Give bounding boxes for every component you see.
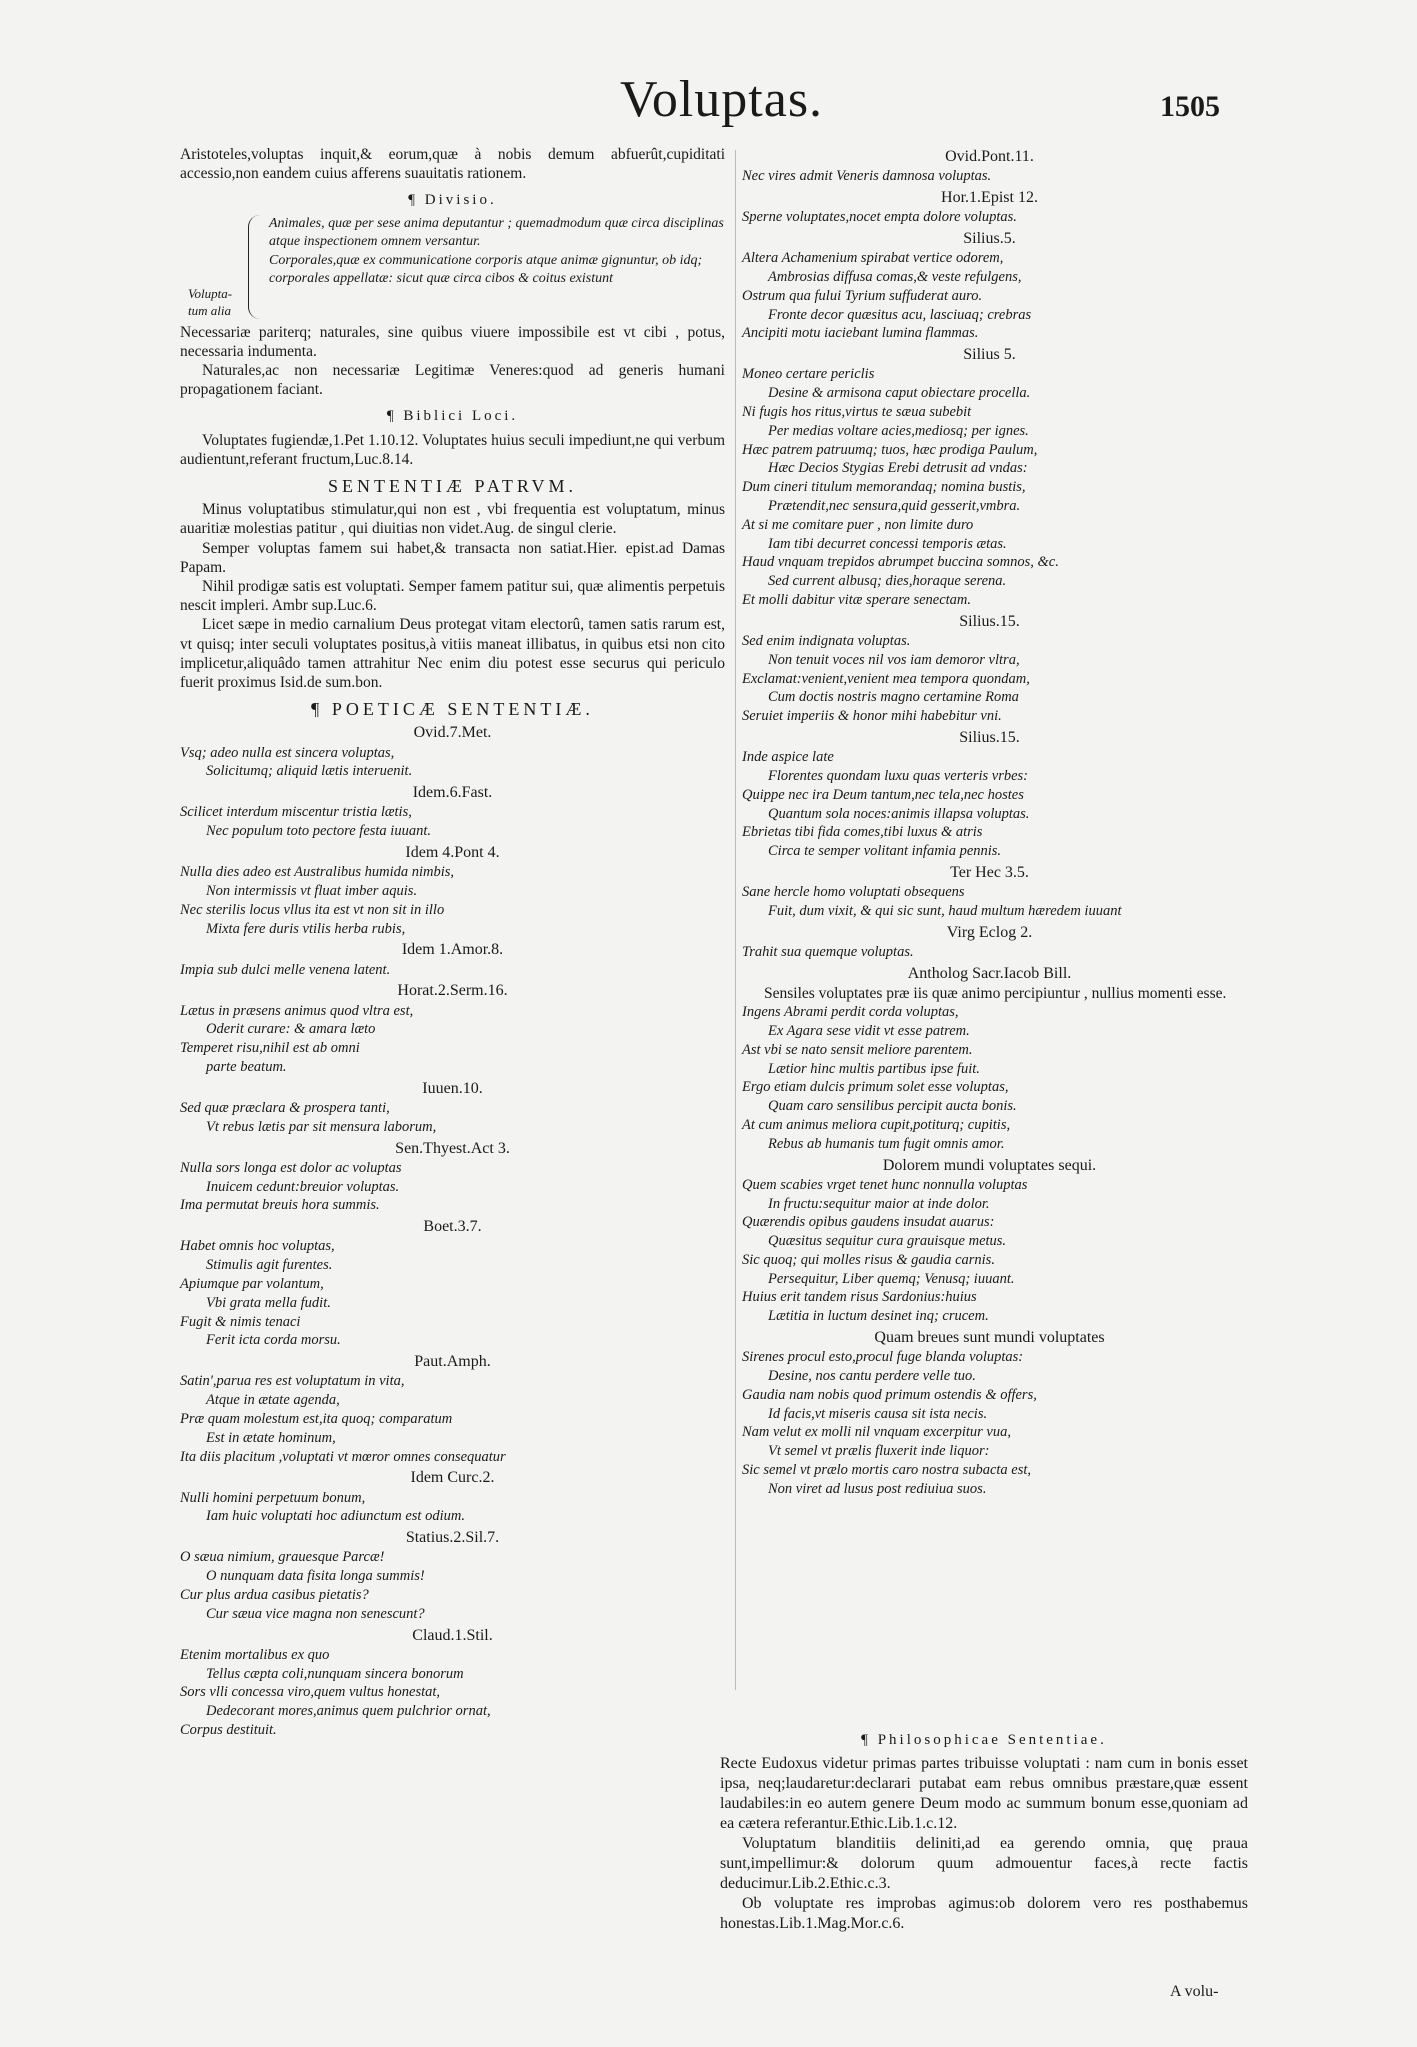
quote-source: Idem Curc.2. [410,1469,495,1487]
divisio-items [269,215,725,319]
verse-line: Dedecorant mores,animus quem pulchrior ornat, [206,1703,491,1720]
quote-source: Silius.15. [959,728,1020,746]
verse-line: Atque in ætate agenda, [206,1392,340,1409]
verse-line: At si me comitare puer , non limite duro [742,516,974,533]
verse-line: Habet omnis hoc voluptas, [180,1238,335,1255]
paragraph: Naturales,ac non necessariæ Legitimæ Veneres:quod ad generis humani propagationem faciant. [180,362,725,399]
verse-line: Hæc patrem patruumq; tuos, hæc prodiga Paulum, [742,441,1038,458]
verse-line: Ebrietas tibi fida comes,tibi luxus & atris [742,824,983,841]
verse-line: Ambrosias diffusa comas,& veste refulgens, [768,269,1022,285]
verse-line: Ingens Abrami perdit corda voluptas, [742,1004,959,1021]
verse-line: Florentes quondam luxu quas verteris vrbes: [768,767,1029,784]
verse-line: Altera Achamenium spirabat vertice odorem, [742,250,1004,267]
divisio-item: Corporales,quæ ex communicatione corporis atque animæ gignuntur, ob idq; corporales appellatæ: sicut quæ circa cibos & coitus existunt [269,252,703,287]
quote-source: Iuuen.10. [422,1079,483,1097]
verse-line: Ostrum qua fului Tyrium suffuderat auro. [742,287,983,304]
divisio-label: Volupta-tum alia [188,285,233,318]
verse-line: Sed quæ præclara & prospera tanti, [180,1100,390,1117]
verse-line: Sed enim indignata voluptas. [742,632,911,649]
bottom-section [720,1722,1248,1934]
quote-source: Virg Eclog 2. [946,923,1033,941]
verse-line: Nulla dies adeo est Australibus humida nimbis, [180,864,455,881]
verse-line: Desine, nos cantu perdere velle tuo. [768,1368,976,1385]
anthol-text: Sensiles voluptates præ iis quæ animo percipiuntur , nullius momenti esse. [764,984,1227,1002]
verse-line: Sed current albusq; dies,horaque serena. [768,573,1007,590]
verse-line: Fuit, dum vixit, & qui sic sunt, haud multum hæredem iuuant [768,902,1122,919]
verse-line: Seruiet imperiis & honor mihi habebitur vni. [742,708,1002,725]
verse-line: Tellus cæpta coli,nunquam sincera bonorum [206,1665,464,1682]
column-divider [735,150,736,1690]
quote-source: Silius.15. [959,612,1020,630]
verse-line: Nam velut ex molli nil vnquam excerpitur vua, [742,1424,1011,1441]
verse-line: Sperne voluptates,nocet empta dolore voluptas. [742,209,1017,226]
verse-line: Lætior hinc multis partibus ipse fuit. [768,1060,980,1077]
verse-line: Nulli homini perpetuum bonum, [180,1489,366,1506]
right-poetic-quotes [742,147,1237,962]
paragraph: Ob voluptate res improbas agimus:ob dolorem vero res posthabemus honestas.Lib.1.Mag.Mor.c.6. [720,1895,1248,1932]
paragraph: Voluptatum blanditiis deliniti,ad ea gerendo omnia, quę praua sunt,impellimur:& dolorum quum admouentur faces,à recte factis deducimur.Lib.2.Ethic.c.3. [720,1835,1248,1892]
verse-line: parte beatum. [206,1059,287,1076]
verse-line: Lætitia in luctum desinet inq; crucem. [768,1308,989,1325]
verse-line: Moneo certare periclis [742,366,875,383]
brace-icon [248,215,263,319]
patrum-paragraph: Licet sæpe in medio carnalium Deus protegat vitam electorû, tamen satis rarum est, vt quisq; inter seculi voluptates positus,à vitiis maneat illibatus, in quibus etsi non cito implicetur,aliquâdo tamen attrahitur Nec enim diu potest esse securus qui periculo fuerit proximus Isid.de sum.bon. [180,616,725,692]
right-column [742,145,1237,1499]
verse-line: Mixta fere duris vtilis herba rubis, [206,920,406,937]
patrum-paragraphs [180,500,725,692]
verse-line: Non viret ad lusus post rediuiua suos. [768,1480,987,1497]
breues-verse [742,1348,1237,1498]
quote-source: Idem 4.Pont 4. [405,844,500,862]
verse-line: Quam caro sensilibus percipit aucta bonis. [768,1098,1017,1115]
verse-line: Circa te semper volitant infamia pennis. [768,843,1002,860]
left-column [180,145,725,1740]
quote-source: Hor.1.Epist 12. [941,189,1038,206]
quote-source: Silius 5. [963,346,1016,364]
page-number: 1505 [1160,90,1220,123]
verse-line: O sæua nimium, grauesque Parcæ! [180,1549,385,1566]
philosophicae-heading: ¶ Philosophicae Sententiae. [861,1732,1107,1748]
verse-line: Stimulis agit furentes. [206,1257,333,1274]
verse-line: Scilicet interdum miscentur tristia lætis, [180,804,412,821]
verse-line: Ferit icta corda morsu. [206,1332,341,1349]
verse-line: Sors vlli concessa viro,quem vultus honestat, [180,1684,441,1701]
verse-line: Desine & armisona caput obiectare procella. [768,385,1031,402]
verse-line: Huius erit tandem risus Sardonius:huius [742,1289,977,1306]
verse-line: Quantum sola noces:animis illapsa voluptas. [768,805,1030,822]
verse-line: Fronte decor quæsitus acu, lasciuaq; crebras [768,306,1032,323]
verse-line: Etenim mortalibus ex quo [180,1646,330,1663]
quote-source: Silius.5. [963,230,1016,247]
verse-line: Cur sæua vice magna non senescunt? [206,1605,425,1622]
verse-line: Ast vbi se nato sensit meliore parentem. [742,1041,973,1058]
quote-source: Claud.1.Stil. [412,1626,493,1644]
verse-line: Quæsitus sequitur cura grauisque metus. [768,1233,1007,1250]
anthol-verse [742,1003,1237,1153]
quote-source: Statius.2.Sil.7. [405,1529,500,1547]
verse-line: Vt rebus lætis par sit mensura laborum, [206,1118,437,1135]
paragraph: Recte Eudoxus videtur primas partes tribuisse voluptati : nam cum in bonis esset ipsa, neq;laudaretur:declarari putabat eam rebus omnibus præstare,quæ essent laudabiles:in eo autem genere Deum modo ac summum bonum esse,quoniam ad ea cætera referantur.Ethic.Lib.1.c.12. [720,1755,1248,1832]
verse-line: Iam tibi decurret concessi temporis ætas. [768,535,1007,552]
quote-source: Quam breues sunt mundi voluptates [874,1329,1105,1347]
verse-line: Et molli dabitur vitæ sperare senectam. [742,591,972,608]
verse-line: Dum cineri titulum memorandaq; nomina bustis, [742,479,1026,496]
patrum-paragraph: Minus voluptatibus stimulatur,qui non est , vbi frequentia est voluptatum, minus auaritiæ molestias patitur , qui diuitias non videt.Aug. de singul clerie. [180,501,725,538]
verse-line: Vsq; adeo nulla est sincera voluptas, [180,744,395,761]
verse-line: Ni fugis hos ritus,virtus te sæua subebit [742,403,972,420]
verse-line: Impia sub dulci melle venena latent. [180,961,391,978]
verse-line: Est in ætate hominum, [206,1429,336,1446]
biblici-heading: ¶ Biblici Loci. [386,408,519,425]
biblici-text: Voluptates fugiendæ,1.Pet 1.10.12. Voluptates huius seculi impediunt,ne qui verbum audientunt,referant fructum,Luc.8.14. [180,431,725,468]
verse-line: Nec populum toto pectore festa iuuant. [206,823,431,840]
verse-line: Sic quoq; qui molles risus & gaudia carnis. [742,1251,995,1268]
verse-line: Ima permutat breuis hora summis. [180,1197,380,1214]
verse-line: Iam huic voluptati hoc adiunctum est odium. [206,1508,465,1525]
catchword: A volu- [1170,1983,1219,2000]
verse-line: At cum animus meliora cupit,potiturq; cupitis, [742,1116,1011,1133]
intro-paragraph: Aristoteles,voluptas inquit,& eorum,quæ à nobis demum abfuerût,cupiditati accessio,non eandem cuius afferens suauitatis rationem. [180,146,725,183]
verse-line: Temperet risu,nihil est ab omni [180,1040,360,1057]
verse-line: Corpus destituit. [180,1721,277,1738]
verse-line: Gaudia nam nobis quod primum ostendis & offers, [742,1386,1037,1403]
poeticae-heading: ¶ POETICÆ SENTENTIÆ. [311,699,594,720]
verse-line: Persequitur, Liber quemq; Venusq; iuuant. [768,1270,1015,1287]
verse-line: Ancipiti motu iaciebant lumina flammas. [742,325,979,342]
verse-line: Satin',parua res est voluptatum in vita, [180,1373,405,1390]
quote-source: Sen.Thyest.Act 3. [395,1139,510,1157]
verse-line: Rebus ab humanis tum fugit omnis amor. [768,1135,1005,1152]
verse-line: Quippe nec ira Deum tantum,nec tela,nec hostes [742,786,1024,803]
verse-line: In fructu:sequitur maior at inde dolor. [768,1195,990,1212]
quote-source: Dolorem mundi voluptates sequi. [882,1156,1097,1174]
verse-line: Id facis,vt miseris causa sit ista necis. [768,1405,988,1422]
quote-source: Antholog Sacr.Iacob Bill. [907,964,1072,982]
verse-line: Lætus in præsens animus quod vltra est, [180,1002,414,1019]
patrum-paragraph: Semper voluptas famem sui habet,& transacta non satiat.Hier. epist.ad Damas Papam. [180,539,725,576]
verse-line: Cur plus ardua casibus pietatis? [180,1587,369,1603]
verse-line: Fugit & nimis tenaci [180,1313,301,1330]
quote-source: Ter Hec 3.5. [950,863,1029,881]
verse-line: Quem scabies vrget tenet hunc nonnulla voluptas [742,1176,1028,1193]
verse-line: Nulla sors longa est dolor ac voluptas [180,1159,402,1176]
quote-source: Ovid.Pont.11. [945,148,1034,165]
verse-line: Hæc Decios Stygias Erebi detrusit ad vndas: [768,460,1028,477]
verse-line: Nec vires admit Veneris damnosa voluptas. [742,168,992,185]
quote-source: Horat.2.Serm.16. [397,982,508,1000]
verse-line: Oderit curare: & amara læto [206,1021,376,1038]
dolorem-verse [742,1176,1237,1326]
divisio-heading: ¶ Divisio. [408,192,497,209]
verse-line: Exclamat:venient,venient mea tempora quondam, [742,670,1030,687]
verse-line: Ergo etiam dulcis primum solet esse voluptas, [742,1079,1009,1096]
verse-line: Solicitumq; aliquid lætis interuenit. [206,763,413,780]
verse-line: Sic semel vt prælo mortis caro nostra subacta est, [742,1462,1032,1479]
verse-line: Vbi grata mella fudit. [206,1294,331,1311]
quote-source: Idem 1.Amor.8. [401,941,504,959]
quote-source: Idem.6.Fast. [412,784,493,802]
running-head-title: Voluptas. [620,71,824,128]
verse-line: Quærendis opibus gaudens insudat auarus: [742,1214,995,1231]
verse-line: Prætendit,nec sensura,quid gesserit,vmbra. [768,497,1021,514]
verse-line: Non intermissis vt fluat imber aquis. [206,883,418,900]
verse-line: Ex Agara sese vidit vt esse patrem. [768,1022,970,1039]
verse-line: Apiumque par volantum, [180,1276,324,1293]
verse-line: Præ quam molestum est,ita quoq; comparatum [180,1411,453,1428]
verse-line: Cum doctis nostris magno certamine Roma [768,689,1019,706]
verse-line: Inde aspice late [742,749,834,766]
quote-source: Boet.3.7. [423,1218,482,1236]
verse-line: Nec sterilis locus vllus ita est vt non sit in illo [180,901,445,918]
divisio-item: Animales, quæ per sese anima deputantur ; quemadmodum quæ circa disciplinas atque inspectionem omnem versantur. [269,215,724,250]
verse-line: Haud vnquam trepidos abrumpet buccina somnos, &c. [742,554,1059,571]
verse-line: Sirenes procul esto,procul fuge blanda voluptas: [742,1349,1024,1366]
verse-line: Ita diis placitum ,voluptati vt mœror omnes consequatur [180,1448,506,1465]
divisio-bracket [188,215,725,319]
verse-line: Sane hercle homo voluptati obsequens [742,884,965,901]
verse-line: Vt semel vt prælis fluxerit inde liquor: [768,1443,990,1460]
paragraph: Necessariæ pariterq; naturales, sine quibus viuere impossibile est vt cibi , potus, necessaria indumenta. [180,323,725,360]
patrum-heading: SENTENTIÆ PATRVM. [328,476,577,497]
left-poetic-quotes [180,723,725,1739]
verse-line: O nunquam data fisita longa summis! [206,1568,425,1585]
quote-source: Ovid.7.Met. [413,724,492,742]
patrum-paragraph: Nihil prodigæ satis est voluptati. Semper famem patitur sui, quæ alimentis perpetuis nescit impleri. Ambr sup.Luc.6. [180,578,725,615]
verse-line: Trahit sua quemque voluptas. [742,943,914,960]
quote-source: Paut.Amph. [414,1353,491,1371]
verse-line: Inuicem cedunt:breuior voluptas. [206,1178,400,1195]
verse-line: Per medias voltare acies,mediosq; per ignes. [768,422,1029,439]
verse-line: Non tenuit voces nil vos iam demoror vltra, [768,651,1020,668]
